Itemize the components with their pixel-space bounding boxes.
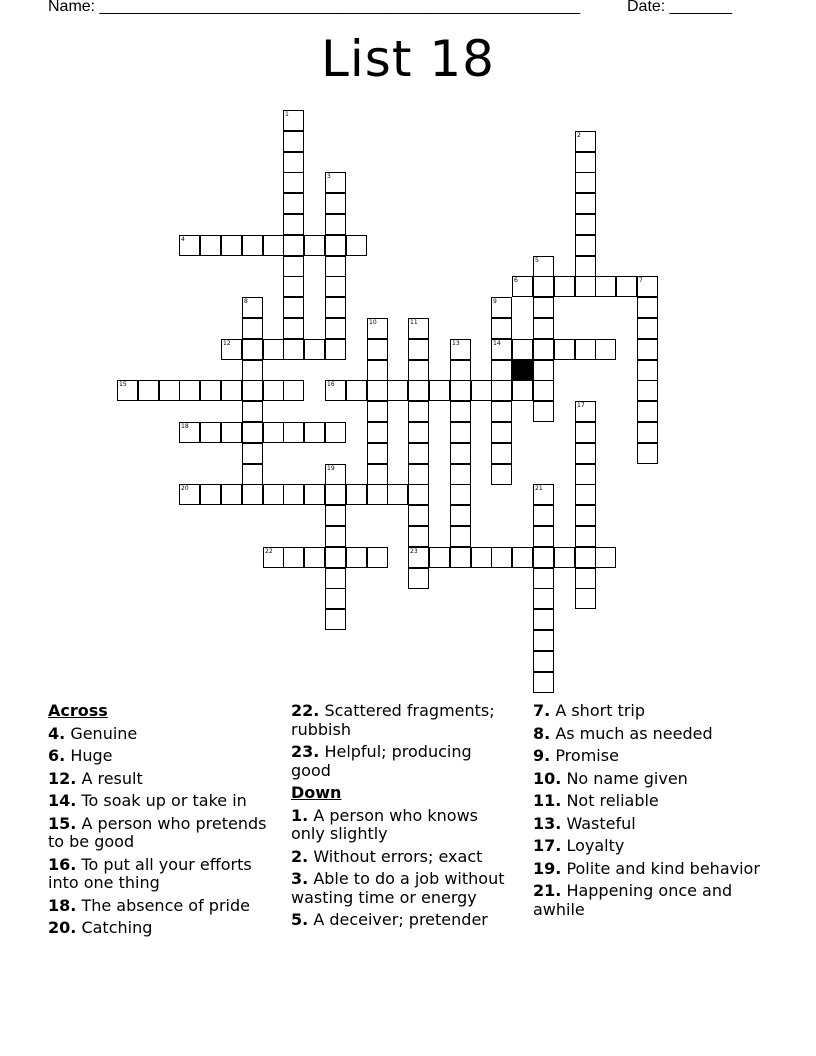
- grid-cell[interactable]: [637, 443, 658, 464]
- clue-number-label: 13: [452, 340, 460, 347]
- clue-column-3: [533, 702, 773, 923]
- grid-cell[interactable]: [533, 672, 554, 693]
- grid-cell[interactable]: [367, 380, 388, 401]
- grid-cell[interactable]: [491, 422, 512, 443]
- grid-cell[interactable]: [325, 256, 346, 277]
- grid-cell[interactable]: [533, 318, 554, 339]
- grid-cell[interactable]: [159, 380, 180, 401]
- grid-cell[interactable]: [283, 214, 304, 235]
- grid-cell[interactable]: [595, 339, 616, 360]
- grid-cell[interactable]: [242, 339, 263, 360]
- grid-cell-18[interactable]: [179, 422, 200, 443]
- grid-cell[interactable]: [263, 422, 284, 443]
- grid-cell[interactable]: [575, 505, 596, 526]
- grid-cell[interactable]: [450, 401, 471, 422]
- grid-cell[interactable]: [221, 484, 242, 505]
- grid-cell[interactable]: [242, 401, 263, 422]
- grid-cell[interactable]: [450, 360, 471, 381]
- grid-cell[interactable]: [367, 484, 388, 505]
- grid-cell[interactable]: [533, 339, 554, 360]
- grid-cell[interactable]: [387, 484, 408, 505]
- grid-cell[interactable]: [304, 339, 325, 360]
- grid-cell[interactable]: [533, 380, 554, 401]
- grid-cell-13[interactable]: [450, 339, 471, 360]
- grid-cell[interactable]: [533, 360, 554, 381]
- grid-cell[interactable]: [575, 422, 596, 443]
- clue-down-13: 13. Wasteful: [533, 813, 636, 833]
- grid-cell[interactable]: [283, 297, 304, 318]
- grid-cell[interactable]: [200, 380, 221, 401]
- clue-down-3: 3. Able to do a job without wasting time or energy: [291, 869, 505, 907]
- grid-cell[interactable]: [554, 547, 575, 568]
- clue-number-label: 16: [327, 381, 335, 388]
- grid-cell[interactable]: [283, 380, 304, 401]
- grid-cell[interactable]: [283, 235, 304, 256]
- grid-cell[interactable]: [533, 651, 554, 672]
- grid-cell[interactable]: [242, 464, 263, 485]
- clue-number-label: 2: [577, 132, 581, 139]
- grid-cell[interactable]: [491, 380, 512, 401]
- grid-cell-12[interactable]: [221, 339, 242, 360]
- grid-cell[interactable]: [283, 318, 304, 339]
- grid-cell[interactable]: [221, 422, 242, 443]
- grid-cell[interactable]: [367, 401, 388, 422]
- clue-number-label: 15: [119, 381, 127, 388]
- grid-cell-6[interactable]: [512, 276, 533, 297]
- grid-cell[interactable]: [367, 443, 388, 464]
- clue-number-label: 10: [369, 319, 377, 326]
- grid-cell[interactable]: [367, 339, 388, 360]
- grid-cell-22[interactable]: [263, 547, 284, 568]
- grid-cell[interactable]: [263, 339, 284, 360]
- clue-across-12: 12. A result: [48, 768, 143, 788]
- grid-cell[interactable]: [325, 505, 346, 526]
- grid-cell[interactable]: [595, 547, 616, 568]
- grid-cell[interactable]: [346, 235, 367, 256]
- grid-cell-23[interactable]: [408, 547, 429, 568]
- grid-cell[interactable]: [491, 547, 512, 568]
- grid-cell[interactable]: [575, 276, 596, 297]
- grid-cell[interactable]: [304, 422, 325, 443]
- grid-cell[interactable]: [637, 360, 658, 381]
- grid-cell[interactable]: [367, 464, 388, 485]
- grid-cell[interactable]: [533, 609, 554, 630]
- grid-cell[interactable]: [283, 172, 304, 193]
- clue-down-21: 21. Happening once and awhile: [533, 881, 733, 919]
- grid-cell[interactable]: [325, 609, 346, 630]
- grid-cell[interactable]: [491, 443, 512, 464]
- grid-cell[interactable]: [325, 588, 346, 609]
- clue-number-label: 11: [410, 319, 418, 326]
- grid-cell-10[interactable]: [367, 318, 388, 339]
- grid-cell[interactable]: [387, 380, 408, 401]
- clue-down-11: 11. Not reliable: [533, 791, 659, 810]
- grid-cell[interactable]: [637, 297, 658, 318]
- grid-cell[interactable]: [263, 235, 284, 256]
- clue-number-label: 17: [577, 402, 585, 409]
- grid-cell[interactable]: [575, 568, 596, 589]
- grid-cell[interactable]: [408, 505, 429, 526]
- grid-cell-1[interactable]: [283, 110, 304, 131]
- grid-cell[interactable]: [242, 484, 263, 505]
- grid-cell[interactable]: [242, 380, 263, 401]
- grid-cell[interactable]: [554, 339, 575, 360]
- grid-cell[interactable]: [325, 568, 346, 589]
- clue-number-label: 3: [327, 173, 331, 180]
- grid-cell[interactable]: [367, 422, 388, 443]
- grid-cell[interactable]: [450, 443, 471, 464]
- grid-cell-20[interactable]: [179, 484, 200, 505]
- black-square: [512, 360, 533, 381]
- grid-cell[interactable]: [325, 214, 346, 235]
- grid-cell[interactable]: [575, 193, 596, 214]
- clue-across-6: 6. Huge: [48, 746, 113, 765]
- grid-cell[interactable]: [533, 568, 554, 589]
- grid-cell[interactable]: [325, 484, 346, 505]
- grid-cell[interactable]: [367, 547, 388, 568]
- grid-cell-11[interactable]: [408, 318, 429, 339]
- grid-cell[interactable]: [637, 401, 658, 422]
- grid-cell-4[interactable]: [179, 235, 200, 256]
- grid-cell[interactable]: [408, 568, 429, 589]
- grid-cell[interactable]: [325, 297, 346, 318]
- grid-cell[interactable]: [325, 318, 346, 339]
- grid-cell[interactable]: [575, 526, 596, 547]
- grid-cell[interactable]: [408, 380, 429, 401]
- grid-cell[interactable]: [637, 422, 658, 443]
- grid-cell[interactable]: [533, 276, 554, 297]
- grid-cell[interactable]: [408, 422, 429, 443]
- grid-cell[interactable]: [304, 547, 325, 568]
- grid-cell[interactable]: [346, 380, 367, 401]
- grid-cell[interactable]: [637, 380, 658, 401]
- grid-cell[interactable]: [450, 380, 471, 401]
- clue-number-label: 9: [493, 298, 497, 305]
- grid-cell[interactable]: [304, 484, 325, 505]
- page-title: List 18: [321, 30, 495, 88]
- grid-cell[interactable]: [283, 339, 304, 360]
- clue-down-1: 1. A person who knows only slightly: [291, 805, 478, 843]
- grid-cell-7[interactable]: [637, 276, 658, 297]
- clue-down-10: 10. No name given: [533, 768, 688, 788]
- grid-cell[interactable]: [200, 235, 221, 256]
- clue-number-label: 20: [181, 485, 189, 492]
- grid-cell[interactable]: [637, 318, 658, 339]
- clue-across-16: 16. To put all your efforts into one thing: [48, 854, 252, 892]
- clue-number-label: 6: [514, 277, 518, 284]
- grid-cell[interactable]: [575, 547, 596, 568]
- grid-cell[interactable]: [325, 193, 346, 214]
- clue-number-label: 1: [285, 111, 289, 118]
- grid-cell[interactable]: [450, 526, 471, 547]
- grid-cell[interactable]: [242, 443, 263, 464]
- grid-cell[interactable]: [242, 318, 263, 339]
- clue-across-18: 18. The absence of pride: [48, 895, 250, 915]
- grid-cell[interactable]: [512, 339, 533, 360]
- grid-cell[interactable]: [242, 422, 263, 443]
- grid-cell[interactable]: [242, 360, 263, 381]
- clue-down-19: 19. Polite and kind behavior: [533, 858, 760, 878]
- grid-cell[interactable]: [325, 526, 346, 547]
- grid-cell[interactable]: [575, 464, 596, 485]
- grid-cell[interactable]: [491, 318, 512, 339]
- clue-across-22: 22. Scattered fragments; rubbish: [291, 701, 495, 739]
- grid-cell[interactable]: [450, 422, 471, 443]
- grid-cell[interactable]: [533, 401, 554, 422]
- grid-cell[interactable]: [575, 339, 596, 360]
- grid-cell[interactable]: [283, 256, 304, 277]
- down-heading: Down: [291, 783, 342, 802]
- grid-cell-3[interactable]: [325, 172, 346, 193]
- grid-cell[interactable]: [408, 339, 429, 360]
- clue-number-label: 5: [535, 257, 539, 264]
- clue-down-8: 8. As much as needed: [533, 723, 713, 743]
- clue-number-label: 7: [639, 277, 643, 284]
- grid-cell[interactable]: [575, 484, 596, 505]
- grid-cell[interactable]: [325, 547, 346, 568]
- clue-down-2: 2. Without errors; exact: [291, 846, 483, 866]
- grid-cell[interactable]: [533, 505, 554, 526]
- clue-number-label: 22: [265, 548, 273, 555]
- grid-cell[interactable]: [575, 214, 596, 235]
- clue-number-label: 4: [181, 236, 185, 243]
- grid-cell[interactable]: [429, 380, 450, 401]
- grid-cell[interactable]: [450, 464, 471, 485]
- grid-cell[interactable]: [200, 422, 221, 443]
- clue-number-label: 14: [493, 340, 501, 347]
- grid-cell[interactable]: [616, 276, 637, 297]
- clue-down-5: 5. A deceiver; pretender: [291, 910, 488, 929]
- grid-cell[interactable]: [491, 464, 512, 485]
- clue-number-label: 18: [181, 423, 189, 430]
- clue-number-label: 21: [535, 485, 543, 492]
- grid-cell[interactable]: [304, 235, 325, 256]
- grid-cell[interactable]: [263, 380, 284, 401]
- grid-cell-15[interactable]: [117, 380, 138, 401]
- grid-cell[interactable]: [283, 547, 304, 568]
- grid-cell[interactable]: [471, 547, 492, 568]
- grid-cell[interactable]: [179, 380, 200, 401]
- grid-cell[interactable]: [408, 401, 429, 422]
- clue-number-label: 12: [223, 340, 231, 347]
- date-field[interactable]: Date: _______: [627, 0, 732, 15]
- clue-across-4: 4. Genuine: [48, 723, 138, 743]
- grid-cell[interactable]: [283, 422, 304, 443]
- grid-cell[interactable]: [429, 547, 450, 568]
- grid-cell[interactable]: [325, 339, 346, 360]
- grid-cell[interactable]: [408, 526, 429, 547]
- grid-cell[interactable]: [450, 547, 471, 568]
- grid-cell[interactable]: [283, 131, 304, 152]
- grid-cell[interactable]: [533, 630, 554, 651]
- clue-down-17: 17. Loyalty: [533, 836, 625, 855]
- clue-column-1: [48, 702, 284, 942]
- grid-cell[interactable]: [637, 339, 658, 360]
- grid-cell-21[interactable]: [533, 484, 554, 505]
- grid-cell[interactable]: [491, 401, 512, 422]
- grid-cell[interactable]: [450, 505, 471, 526]
- grid-cell[interactable]: [263, 484, 284, 505]
- grid-cell[interactable]: [325, 276, 346, 297]
- grid-cell-9[interactable]: [491, 297, 512, 318]
- grid-cell[interactable]: [533, 297, 554, 318]
- grid-cell[interactable]: [595, 276, 616, 297]
- clue-number-label: 23: [410, 548, 418, 555]
- grid-cell[interactable]: [554, 276, 575, 297]
- clue-down-7: 7. A short trip: [533, 701, 645, 720]
- grid-cell[interactable]: [575, 152, 596, 173]
- grid-cell[interactable]: [346, 547, 367, 568]
- grid-cell-2[interactable]: [575, 131, 596, 152]
- grid-cell[interactable]: [200, 484, 221, 505]
- grid-cell[interactable]: [283, 484, 304, 505]
- grid-cell[interactable]: [575, 235, 596, 256]
- grid-cell[interactable]: [325, 422, 346, 443]
- grid-cell[interactable]: [533, 588, 554, 609]
- clue-across-15: 15. A person who pretends to be good: [48, 813, 267, 851]
- grid-cell[interactable]: [533, 526, 554, 547]
- grid-cell[interactable]: [575, 172, 596, 193]
- clue-across-20: 20. Catching: [48, 918, 153, 937]
- grid-cell[interactable]: [367, 360, 388, 381]
- grid-cell[interactable]: [346, 484, 367, 505]
- grid-cell[interactable]: [533, 547, 554, 568]
- grid-cell-5[interactable]: [533, 256, 554, 277]
- grid-cell-16[interactable]: [325, 380, 346, 401]
- grid-cell[interactable]: [575, 443, 596, 464]
- grid-cell[interactable]: [575, 588, 596, 609]
- grid-cell[interactable]: [408, 464, 429, 485]
- grid-cell[interactable]: [408, 484, 429, 505]
- grid-cell[interactable]: [512, 380, 533, 401]
- clue-down-9: 9. Promise: [533, 746, 619, 765]
- clue-column-2: [291, 702, 515, 934]
- grid-cell[interactable]: [283, 152, 304, 173]
- grid-cell[interactable]: [221, 235, 242, 256]
- grid-cell[interactable]: [450, 484, 471, 505]
- grid-cell[interactable]: [283, 193, 304, 214]
- grid-cell[interactable]: [325, 235, 346, 256]
- grid-cell[interactable]: [491, 360, 512, 381]
- grid-cell[interactable]: [242, 235, 263, 256]
- clue-across-23: 23. Helpful; producing good: [291, 742, 472, 780]
- grid-cell[interactable]: [283, 276, 304, 297]
- clue-across-14: 14. To soak up or take in: [48, 791, 247, 810]
- grid-cell-14[interactable]: [491, 339, 512, 360]
- grid-cell-19[interactable]: [325, 464, 346, 485]
- grid-cell[interactable]: [138, 380, 159, 401]
- grid-cell[interactable]: [221, 380, 242, 401]
- grid-cell[interactable]: [575, 256, 596, 277]
- grid-cell[interactable]: [408, 360, 429, 381]
- grid-cell[interactable]: [408, 443, 429, 464]
- grid-cell-8[interactable]: [242, 297, 263, 318]
- clue-number-label: 8: [244, 298, 248, 305]
- clue-number-label: 19: [327, 465, 335, 472]
- grid-cell[interactable]: [512, 547, 533, 568]
- grid-cell[interactable]: [471, 380, 492, 401]
- name-field[interactable]: Name: ______________________________________________________: [48, 0, 581, 15]
- across-heading: Across: [48, 701, 108, 720]
- grid-cell-17[interactable]: [575, 401, 596, 422]
